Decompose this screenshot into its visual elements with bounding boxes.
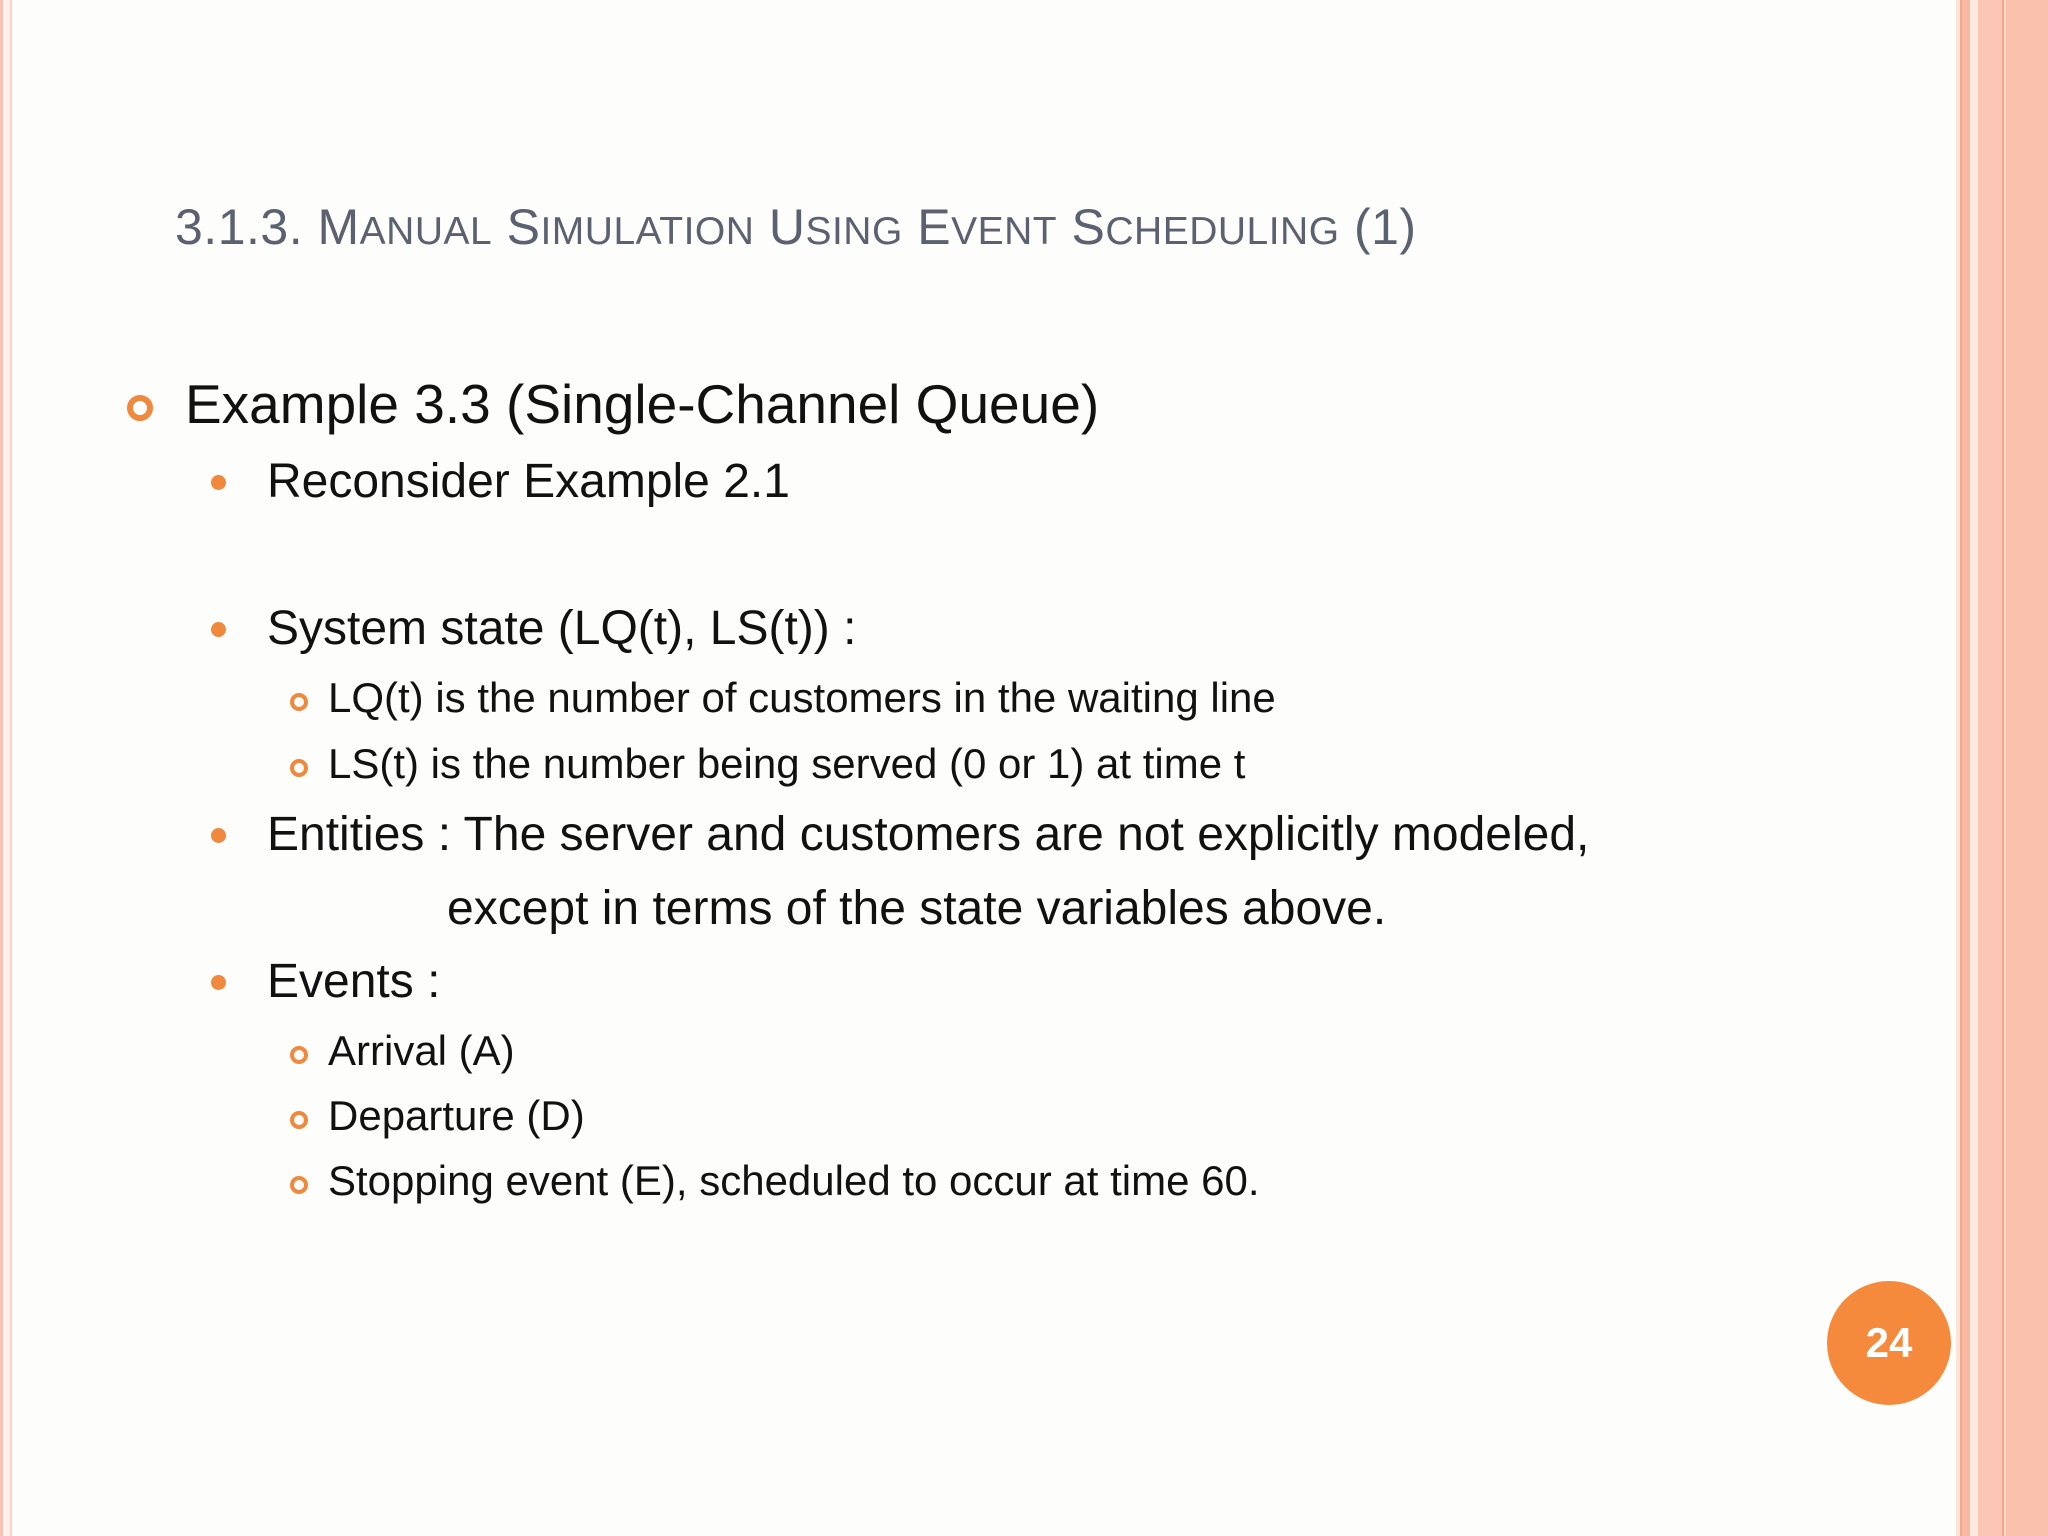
bullet-arrival: Arrival (A) <box>328 1027 515 1074</box>
title-word: USING <box>768 199 903 255</box>
page-number-badge: 24 <box>1827 1281 1951 1405</box>
title-suffix: (1) <box>1339 199 1417 255</box>
title-word: SCHEDULING <box>1071 199 1340 255</box>
stripe-line <box>2002 0 2004 1536</box>
title-number: 3.1.3. <box>175 199 318 255</box>
title-word: EVENT <box>917 199 1058 255</box>
bullet-departure: Departure (D) <box>328 1092 585 1139</box>
dot-bullet-icon <box>211 622 226 637</box>
bullet-entities-continued: except in terms of the state variables above. <box>447 882 1387 935</box>
ring-bullet-icon <box>290 1046 308 1064</box>
ring-bullet-icon <box>290 1111 308 1129</box>
title-word: SIMULATION <box>506 199 755 255</box>
bullet-reconsider: Reconsider Example 2.1 <box>267 455 790 508</box>
ring-bullet-icon <box>290 759 308 777</box>
dot-bullet-icon <box>211 828 226 843</box>
bullet-entities: Entities : The server and customers are not explicitly modeled, <box>267 808 1590 861</box>
dot-bullet-icon <box>211 975 226 990</box>
dot-bullet-icon <box>211 475 226 490</box>
bullet-events: Events : <box>267 955 441 1008</box>
bullet-system-state: System state (LQ(t), LS(t)) : <box>267 602 857 655</box>
ring-bullet-icon <box>127 395 153 421</box>
right-border-stripes <box>1956 0 2048 1536</box>
bullet-lq: LQ(t) is the number of customers in the waiting line <box>328 674 1276 721</box>
bullet-example: Example 3.3 (Single-Channel Queue) <box>185 373 1100 435</box>
ring-bullet-icon <box>290 693 308 711</box>
ring-bullet-icon <box>290 1176 308 1194</box>
bullet-ls: LS(t) is the number being served (0 or 1) at time t <box>328 740 1246 787</box>
title-word: MANUAL <box>317 199 493 255</box>
stripe-line <box>1960 0 1962 1536</box>
bullet-stopping: Stopping event (E), scheduled to occur at time 60. <box>328 1157 1260 1204</box>
